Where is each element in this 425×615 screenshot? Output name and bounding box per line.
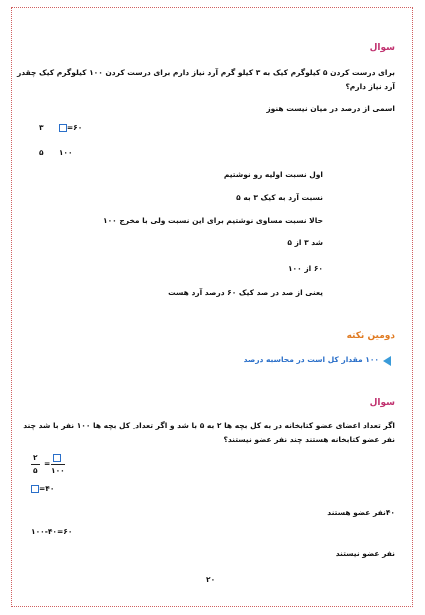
fraction-bar-right bbox=[51, 464, 65, 465]
fraction-right-denominator: ۱۰۰ bbox=[51, 466, 65, 475]
fraction-numerator: ۲ bbox=[33, 453, 38, 462]
ratio-equation-top bbox=[39, 123, 82, 132]
ratio-bottom-right: ۱۰۰ bbox=[58, 148, 73, 157]
ratio-bottom-left: ۵ bbox=[39, 148, 44, 157]
ratio-top-left: ۳ bbox=[39, 123, 44, 132]
ratio-equation-bottom bbox=[39, 148, 73, 157]
blank-box-icon bbox=[59, 124, 67, 132]
question-2-line-2: نفر عضو کتابخانه هستند چند نفر عضو نیستند؟ bbox=[223, 435, 395, 444]
blank-equation bbox=[31, 484, 54, 493]
equals-sign: = bbox=[44, 459, 51, 468]
pointer-triangle-icon bbox=[383, 356, 391, 366]
page-number: ۲۰ bbox=[206, 575, 216, 584]
fraction-denominator: ۵ bbox=[33, 466, 38, 475]
blank-equation-value: =۴۰ bbox=[39, 484, 55, 493]
blank-box-icon bbox=[31, 485, 39, 493]
step-6: یعنی از صد در صد کیک ۶۰ درصد آرد هست bbox=[168, 288, 323, 297]
question-1-note: اسمی از درصد در میان نیست هنوز bbox=[266, 104, 395, 113]
fraction-equation bbox=[30, 453, 72, 479]
blank-box-icon bbox=[53, 454, 61, 462]
tip-heading: دومین نکته bbox=[346, 331, 395, 341]
question-1-line-1: برای درست کردن ۵ کیلوگرم کیک به ۳ کیلو گرم آرد نیاز دارم برای درست کردن ۱۰۰ کیلوگرم کیک چقدر bbox=[16, 68, 395, 77]
subtraction-calc: ۱۰۰-۴۰=۶۰ bbox=[31, 527, 73, 536]
step-3: حالا نسبت مساوی نوشتیم برای این نسبت ولی با مخرج ۱۰۰ bbox=[103, 216, 323, 225]
question-1-heading: سوال bbox=[369, 43, 395, 53]
step-2: نسبت آرد به کیک ۳ به ۵ bbox=[236, 193, 323, 202]
question-2-heading: سوال bbox=[369, 398, 395, 408]
fraction-bar-left bbox=[31, 464, 40, 465]
tip-text: ۱۰۰ مقدار کل است در محاسبه درصد bbox=[243, 355, 379, 364]
question-2-line-1: اگر تعداد اعضای عضو کتابخانه در به کل بچه ها ۲ به ۵ با شد و اگر تعداد ِ کل بچه ها ۱۰۰ نفر با شد چند bbox=[23, 421, 395, 430]
step-1: اول نسبت اولیه رو نوشتیم bbox=[223, 170, 323, 179]
answer-members: ۴۰نفر عضو هستند bbox=[327, 508, 395, 517]
step-5: ۶۰ از ۱۰۰ bbox=[287, 264, 323, 273]
page-border bbox=[11, 7, 413, 607]
ratio-top-right: =۶۰ bbox=[66, 123, 83, 132]
question-1-line-2: آرد نیاز دارم؟ bbox=[345, 82, 395, 91]
step-4: شد ۳ از ۵ bbox=[287, 238, 323, 247]
answer-non-members: نفر عضو نیستند bbox=[335, 549, 395, 558]
